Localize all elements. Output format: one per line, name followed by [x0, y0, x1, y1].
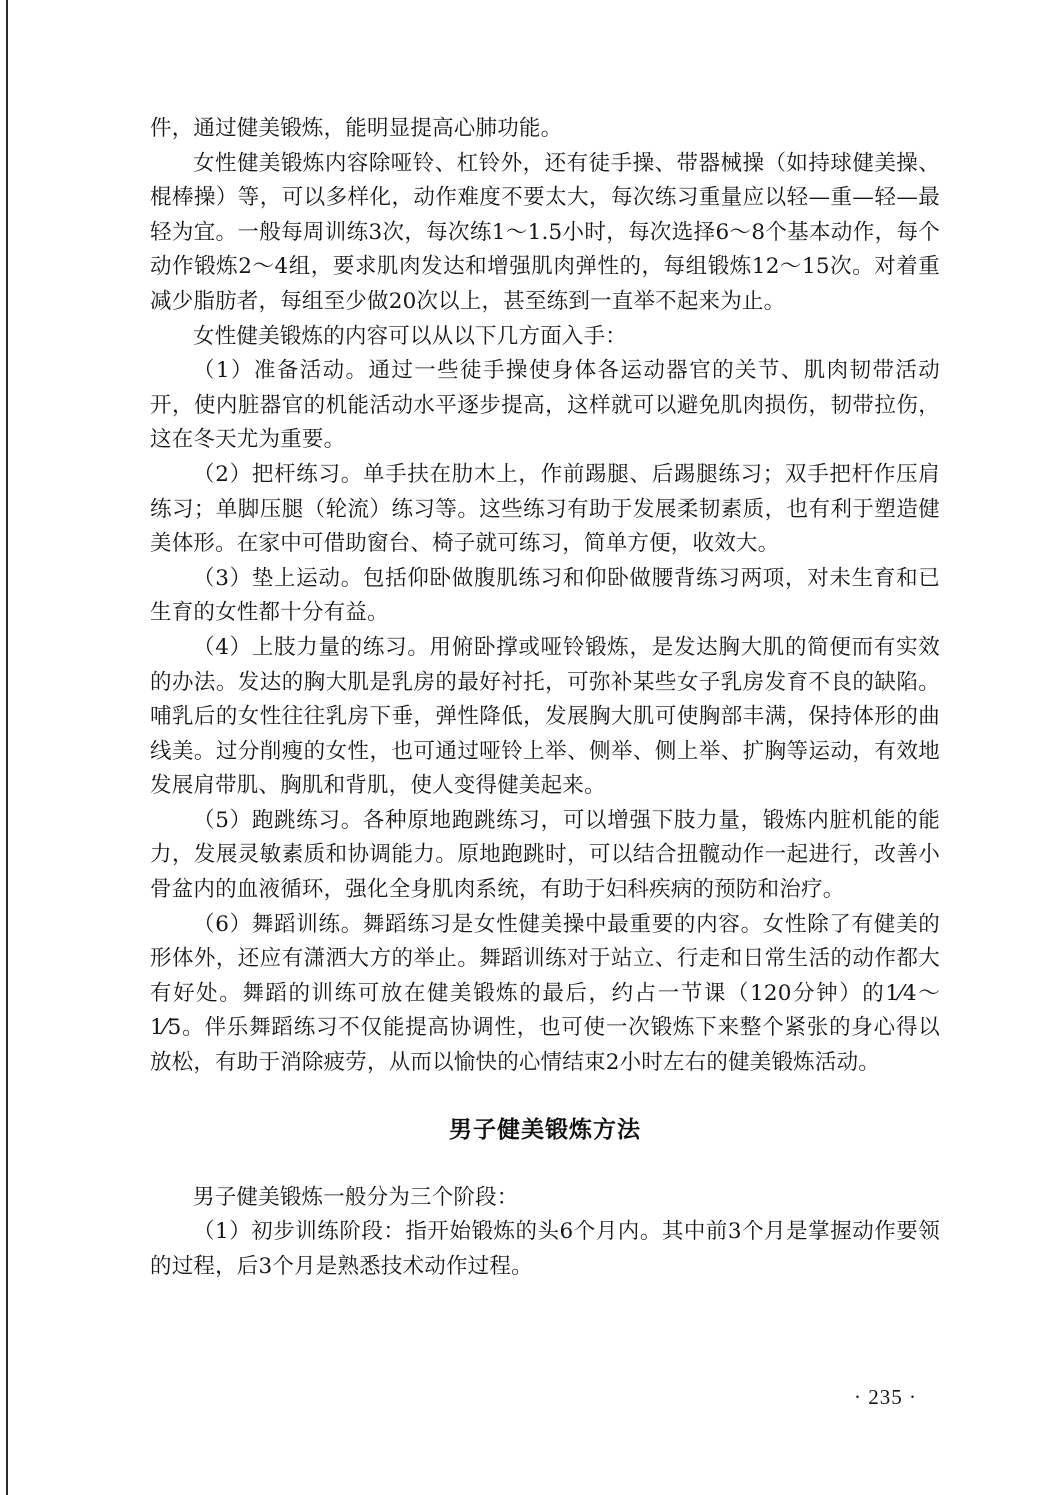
paragraph: （1）初步训练阶段：指开始锻炼的头6个月内。其中前3个月是掌握动作要领的过程，后3个月是熟悉技术动作过程。 [150, 1219, 940, 1279]
paragraph: 男子健美锻炼一般分为三个阶段： [193, 1184, 519, 1210]
paragraph: （2）把杆练习。单手扶在肋木上，作前踢腿、后踢腿练习；双手把杆作压肩练习；单脚压腿（轮流）练习等。这些练习有助于发展柔韧素质，也有利于塑造健美体形。在家中可借助窗台、椅子就可练习，简单方便，收效大。 [150, 461, 940, 557]
page-body [150, 112, 940, 1284]
paragraph: 女性健美锻炼内容除哑铃、杠铃外，还有徒手操、带器械操（如持球健美操、棍棒操）等，可以多样化，动作难度不要太大，每次练习重量应以轻—重—轻—最轻为宜。一般每周训练3次，每次练1～1.5小时，每次选择6～8个基本动作，每个动作锻炼2～4组，要求肌肉发达和增强肌肉弹性的，每组锻炼12～15次。对着重减少脂肪者，每组至少做20次以上，甚至练到一直举不起来为止。 [150, 150, 940, 314]
page-number: · 235 · [854, 1385, 917, 1409]
page-edge-rule [6, 0, 8, 1495]
paragraph: （4）上肢力量的练习。用俯卧撑或哑铃锻炼，是发达胸大肌的简便而有实效的办法。发达的胸大肌是乳房的最好衬托，可弥补某些女子乳房发育不良的缺陷。哺乳后的女性往往乳房下垂，弹性降低，发展胸大肌可使胸部丰满，保持体形的曲线美。过分削瘦的女性，也可通过哑铃上举、侧举、侧上举、扩胸等运动，有效地发展肩带肌、胸肌和背肌，使人变得健美起来。 [150, 634, 940, 799]
paragraphs-top [150, 112, 940, 1081]
paragraph: 件，通过健美锻炼，能明显提高心肺功能。 [150, 116, 563, 141]
paragraph: （6）舞蹈训练。舞蹈练习是女性健美操中最重要的内容。女性除了有健美的形体外，还应有潇洒大方的举止。舞蹈训练对于站立、行走和日常生活的动作都大有好处。舞蹈的训练可放在健美锻炼的最后，约占一节课（120分钟）的1⁄4～1⁄5。伴乐舞蹈练习不仅能提高协调性，也可使一次锻炼下来整个紧张的身心得以放松，有助于消除疲劳，从而以愉快的心情结束2小时左右的健美锻炼活动。 [150, 911, 940, 1076]
paragraph: （3）垫上运动。包括仰卧做腹肌练习和仰卧做腰背练习两项，对未生育和已生育的女性都十分有益。 [150, 565, 940, 626]
paragraph: （1）准备活动。通过一些徒手操使身体各运动器官的关节、肌肉韧带活动开，使内脏器官的机能活动水平逐步提高，这样就可以避免肌肉损伤，韧带拉伤，这在冬天尤为重要。 [150, 358, 940, 453]
paragraph: 女性健美锻炼的内容可以从以下几方面入手： [193, 323, 628, 349]
paragraphs-bottom [150, 1181, 940, 1285]
paragraph: （5）跑跳练习。各种原地跑跳练习，可以增强下肢力量，锻炼内脏机能的能力，发展灵敏素质和协调能力。原地跑跳时，可以结合扭髋动作一起进行，改善小骨盆内的血液循环，强化全身肌肉系统，有助于妇科疾病的预防和治疗。 [150, 807, 940, 903]
section-heading: 男子健美锻炼方法 [449, 1116, 641, 1143]
